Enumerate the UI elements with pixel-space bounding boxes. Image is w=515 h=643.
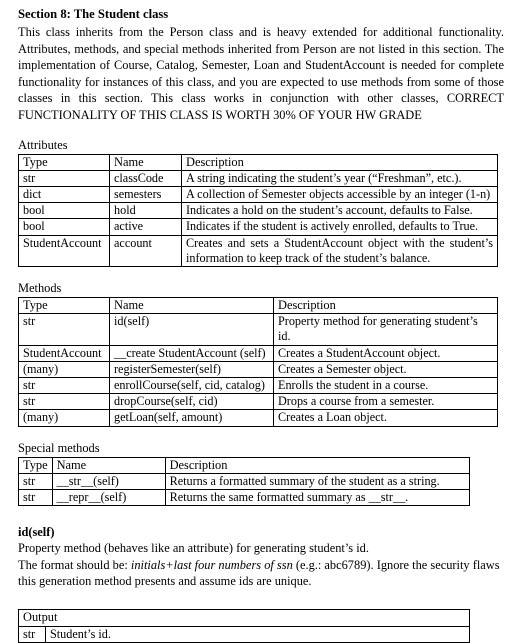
attribute-description: Creates and sets a StudentAccount object with the student’s information to keep track of the student’s balance. [182, 235, 498, 266]
methods-header-name: Name [110, 297, 274, 313]
table-row [19, 626, 470, 642]
table-row [19, 170, 498, 186]
output-description: Student’s id. [46, 626, 470, 642]
methods-header-type: Type [19, 297, 110, 313]
table-row [19, 219, 498, 235]
attributes-header-type: Type [19, 154, 110, 170]
attributes-header-description: Description [182, 154, 498, 170]
id-method-format: initials+last four numbers of ssn [130, 557, 293, 572]
output-table [18, 609, 470, 642]
attribute-name: account [110, 235, 182, 266]
attribute-type: bool [19, 203, 110, 219]
attribute-type: dict [19, 186, 110, 202]
special-methods-header-name: Name [52, 457, 165, 473]
special-method-name: __str__(self) [52, 473, 165, 489]
attributes-header-row [19, 154, 498, 170]
method-description: Creates a Loan object. [274, 410, 498, 426]
method-name: registerSemester(self) [110, 361, 274, 377]
special-methods-header-row [19, 457, 470, 473]
method-type: (many) [19, 410, 110, 426]
id-method-line2 [18, 557, 504, 590]
attribute-description: A collection of Semester objects accessible by an integer (1-n) [182, 186, 498, 202]
method-type: str [19, 314, 110, 345]
method-name: enrollCourse(self, cid, catalog) [110, 378, 274, 394]
method-name: dropCourse(self, cid) [110, 394, 274, 410]
attributes-header-name: Name [110, 154, 182, 170]
table-row [19, 314, 498, 345]
attribute-type: str [19, 170, 110, 186]
attribute-name: hold [110, 203, 182, 219]
method-type: StudentAccount [19, 345, 110, 361]
special-method-type: str [19, 473, 53, 489]
method-description: Creates a StudentAccount object. [274, 345, 498, 361]
method-type: str [19, 394, 110, 410]
special-method-type: str [19, 490, 53, 506]
methods-header-description: Description [274, 297, 498, 313]
methods-label: Methods [18, 280, 62, 295]
method-description: Creates a Semester object. [274, 361, 498, 377]
special-methods-header-type: Type [19, 457, 53, 473]
id-method-line2-prefix: The format should be: [18, 557, 131, 572]
method-type: str [19, 378, 110, 394]
table-row [19, 378, 498, 394]
special-methods-header-description: Description [165, 457, 469, 473]
attribute-type: StudentAccount [19, 235, 110, 266]
table-row [19, 345, 498, 361]
special-method-name: __repr__(self) [52, 490, 165, 506]
attribute-name: classCode [110, 170, 182, 186]
table-row [19, 186, 498, 202]
attribute-name: active [110, 219, 182, 235]
method-name: id(self) [110, 314, 274, 345]
document-page [18, 6, 504, 643]
attribute-type: bool [19, 219, 110, 235]
method-name: __create StudentAccount (self) [110, 345, 274, 361]
attribute-description: A string indicating the student’s year (“Freshman”, etc.). [182, 170, 498, 186]
table-row [19, 394, 498, 410]
attributes-label: Attributes [18, 137, 68, 152]
methods-table [18, 297, 498, 427]
output-type: str [19, 626, 46, 642]
id-method-title: id(self) [18, 525, 55, 540]
table-row [19, 473, 470, 489]
table-row [19, 490, 470, 506]
id-method-line1: Property method (behaves like an attribute) for generating student’s id. [18, 541, 369, 556]
table-row [19, 203, 498, 219]
special-method-description: Returns the same formatted summary as __str__. [165, 490, 469, 506]
method-type: (many) [19, 361, 110, 377]
section-intro: This class inherits from the Person class and is heavy extended for additional functionality. Attributes, methods, and special methods inherited from Person are not listed in this section. The implementation of Course, Catalog, Semester, Loan and StudentAccount is needed for complete functionality for instances of this class, and you are expected to use methods from some of those classes in this section. This class works in conjunction with other classes, CORRECT FUNCTIONALITY OF THIS CLASS IS WORTH 30% OF YOUR HW GRADE [18, 25, 504, 122]
method-description: Property method for generating student’s id. [274, 314, 498, 345]
output-header: Output [19, 610, 470, 626]
attributes-table [18, 154, 498, 267]
attribute-description: Indicates a hold on the student’s account, defaults to False. [182, 203, 498, 219]
special-methods-table [18, 457, 470, 507]
table-row [19, 410, 498, 426]
method-name: getLoan(self, amount) [110, 410, 274, 426]
table-row [19, 235, 498, 266]
id-method-line2-suffix: (e.g.: abc6789). Ignore the security flaws this generation method presents and assume ids are unique. [18, 557, 500, 589]
method-description: Enrolls the student in a course. [274, 378, 498, 394]
special-methods-label: Special methods [18, 440, 100, 455]
attribute-name: semesters [110, 186, 182, 202]
method-description: Drops a course from a semester. [274, 394, 498, 410]
table-row [19, 361, 498, 377]
attribute-description: Indicates if the student is actively enrolled, defaults to True. [182, 219, 498, 235]
output-header-row [19, 610, 470, 626]
special-method-description: Returns a formatted summary of the student as a string. [165, 473, 469, 489]
section-title: Section 8: The Student class [18, 7, 169, 21]
methods-header-row [19, 297, 498, 313]
